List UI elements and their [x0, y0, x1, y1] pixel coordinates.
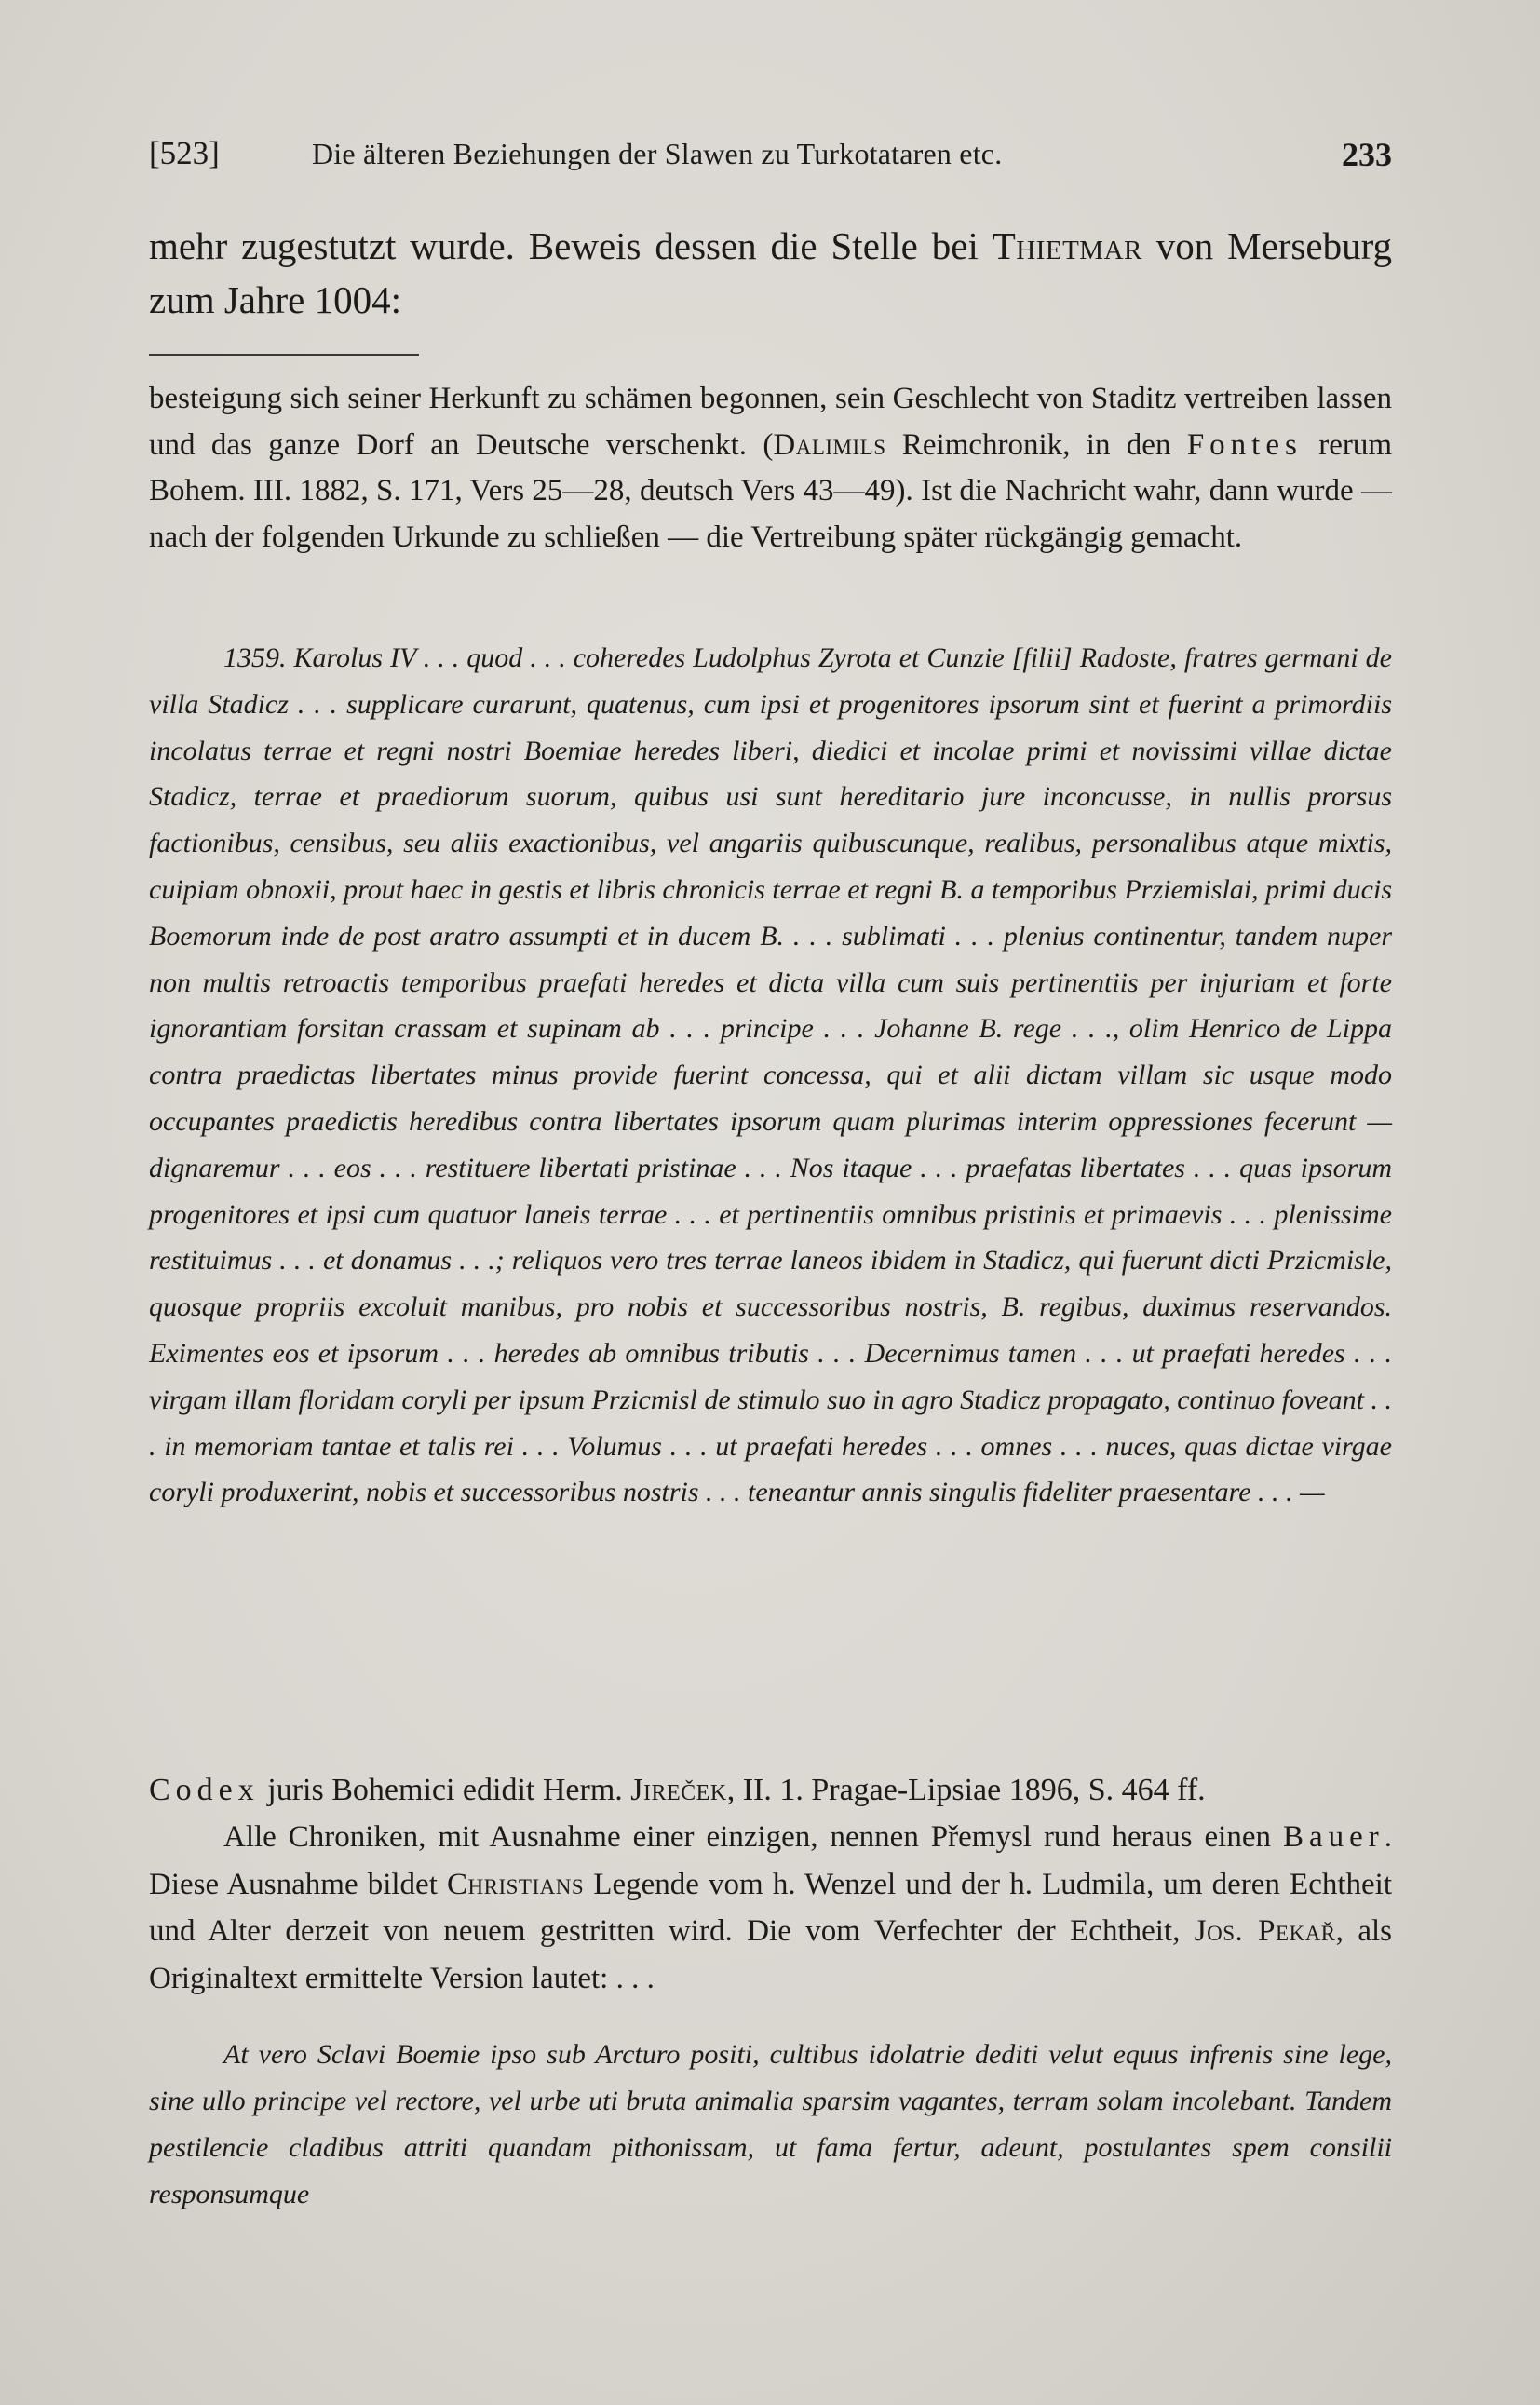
footnote-author: Dalimils [773, 427, 886, 462]
main-text-1: Alle Chroniken, mit Ausnahme einer einzigen, nennen Přemysl rund heraus einen [223, 1820, 1283, 1854]
lead-paragraph [149, 219, 1392, 327]
footnote-rule [149, 354, 419, 356]
section-number: [523] [149, 135, 220, 171]
running-header [149, 135, 1392, 180]
main-text-3: Legende vom h. Wenzel und der h. Ludmila, um deren Echtheit und Alter derzeit von neuem gestritten wird. Die vom Verfechter der Echtheit, [149, 1867, 1393, 1948]
main-text-4: , als Originaltext ermittelte Version lautet: . . . [149, 1914, 1392, 1995]
page-number: 233 [1342, 136, 1392, 173]
running-title: Die älteren Beziehungen der Slawen zu Turkotataren etc. [312, 137, 1003, 170]
lead-text-2: von Merseburg zum Jahre 1004: [149, 224, 1392, 321]
codex-author: Jireček [630, 1773, 727, 1807]
footnote-fontes: Fontes [1186, 427, 1303, 462]
footnote-text-3: rerum Bohem. III. 1882, S. 171, Vers 25—28, deutsch Vers 43—49). Ist die Nachricht wahr, dann wurde — nach der folgenden Urkunde zu schließen — die Vertreibung später rückgängig gemacht. [149, 427, 1392, 554]
charter-quotation: 1359. Karolus IV . . . quod . . . coheredes Ludolphus Zyrota et Cunzie [filii] Radoste, fratres germani de villa Stadicz . . . supplicare curarunt, quatenus, cum ipsi et progenitores ipsorum sint et fuerint a primordiis incolatus terrae et regni nostri Boemiae heredes liberi, diedici et incolae primi et novissimi villae dictae Stadicz, terrae et praediorum suorum, quibus usi sunt hereditario jure inconcusse, in nullis prorsus factionibus, censibus, seu aliis exactionibus, vel angariis quibuscunque, realibus, personalibus atque mixtis, cuipiam obnoxii, prout haec in gestis et libris chronicis terrae et regni B. a temporibus Prziemislai, primi ducis Boemorum inde de post aratro assumpti et in ducem B. . . . sublimati . . . plenius continentur, tandem nuper non multis retroactis temporibus praefati heredes et dicta villa cum suis pertinentiis per injuriam et forte ignorantiam forsitan crassam et supinam ab . . . principe . . . Johanne B. rege . . ., olim Henrico de Lippa contra praedictas libertates minus provide fuerint concessa, qui et alii dictam villam sic usque modo occupantes praedictis heredibus contra libertates ipsorum quam plurimas interim oppressiones fecerunt — dignaremur . . . eos . . . restituere libertati pristinae . . . Nos itaque . . . praefatas libertates . . . quas ipsorum progenitores et ipsi cum quatuor laneis terrae . . . et pertinentiis omnibus pristinis et primaevis . . . plenissime restituimus . . . et donamus . . .; reliquos vero tres terrae laneos ibidem in Stadicz, qui fuerunt dicti Przicmisle, quosque propriis excoluit manibus, pro nobis et successoribus nostris, B. regibus, duximus reservandos. Eximentes eos et ipsorum . . . heredes ab omnibus tributis . . . Decernimus tamen . . . ut praefati heredes . . . virgam illam floridam coryli per ipsum Przicmisl de stimulo suo in agro Stadicz propagato, continuo foveant . . . in memoriam tantae et talis rei . . . Volumus . . . ut praefati heredes . . . omnes . . . nuces, quas dictae virgae coryli produxerint, nobis et successoribus nostris . . . teneantur annis singulis fideliter praesentare . . . — [149, 642, 1392, 1508]
lead-text-1: mehr zugestutzt wurde. Beweis dessen die Stelle bei [149, 224, 993, 267]
codex-citation [149, 1767, 1392, 1814]
codex-title: Codex [149, 1773, 260, 1807]
main-christian: Christians [447, 1867, 585, 1901]
footnote-text-1: besteigung sich seiner Herkunft zu schämen begonnen, sein Geschlecht von Staditz vertreiben lassen und das ganze Dorf an Deutsche verschenkt. ( [149, 382, 1392, 462]
main-paragraph [149, 1814, 1392, 2002]
main-text-2: . Diese Ausnahme bildet [149, 1820, 1392, 1901]
codex-text-3: , II. 1. Pragae-Lipsiae 1896, S. 464 ff. [726, 1773, 1206, 1807]
footnote-text-2: Reimchronik, in den [885, 427, 1187, 462]
main-pekar: Jos. Pekař [1194, 1914, 1336, 1948]
main-bauer: Bauer [1282, 1820, 1385, 1854]
footnote [149, 376, 1392, 561]
author-name: Thietmar [992, 224, 1142, 267]
legend-quotation: At vero Sclavi Boemie ipso sub Arcturo positi, cultibus idolatrie dediti velut equus infrenis sine lege, sine ullo principe vel rectore, vel urbe uti bruta animalia sparsim vagantes, terram solam incolebant. Tandem pestilencie cladibus attriti quandam pithonissam, ut fama fertur, adeunt, postulantes spem consilii responsumque [149, 2039, 1392, 2209]
codex-text-2: juris Bohemici edidit Herm. [259, 1773, 631, 1807]
